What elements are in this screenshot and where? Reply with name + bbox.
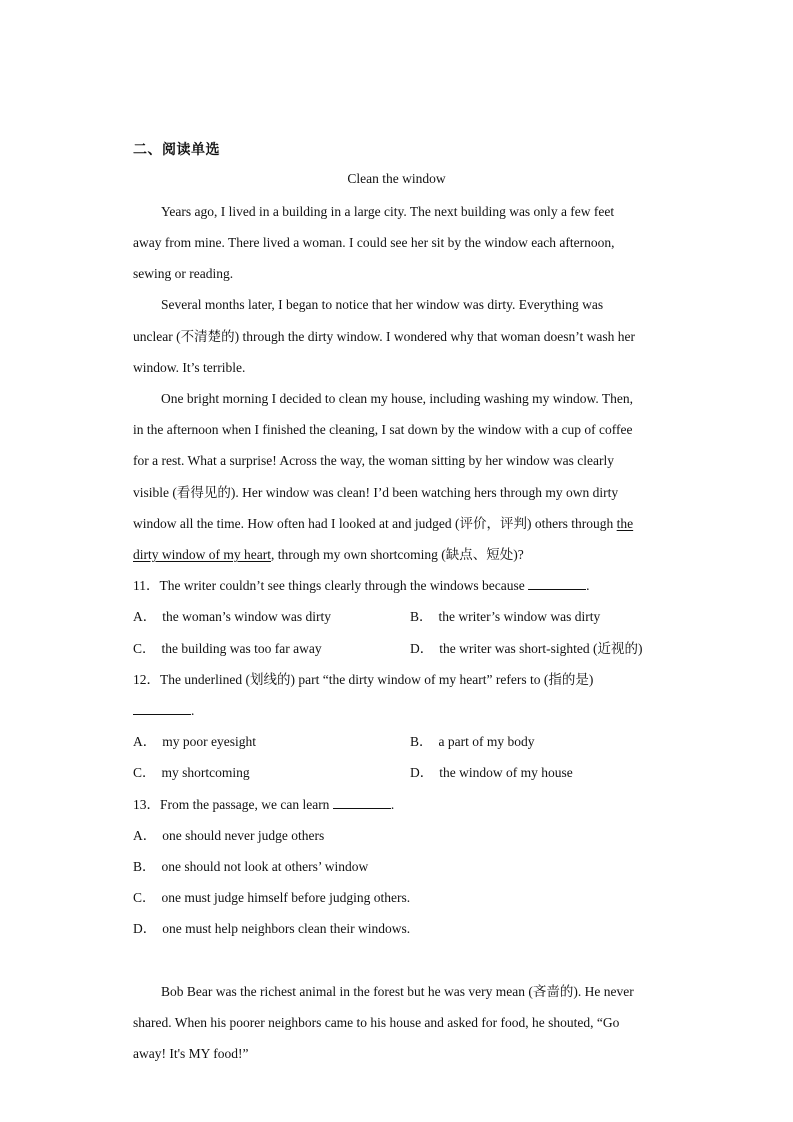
passage-line: visible (看得见的). Her window was clean! I’d been watching hers through my own dirty — [133, 485, 619, 500]
question-11-option-c: C． the building was too far away — [133, 641, 322, 656]
passage-line: away from mine. There lived a woman. I could see her sit by the window each afternoon, — [133, 235, 615, 250]
passage-line: in the afternoon when I finished the cleaning, I sat down by the window with a cup of coffee — [133, 422, 633, 437]
passage-text: window all the time. How often had I looked at and judged (评价，评判) others through — [133, 516, 617, 531]
question-12-blank-line: . — [133, 702, 194, 720]
question-13-option-d: D． one must help neighbors clean their windows. — [133, 921, 411, 936]
question-12-option-a: A． my poor eyesight — [133, 734, 256, 749]
passage-title: Clean the window — [347, 171, 446, 186]
passage-line — [133, 515, 633, 533]
question-13-option-b: B． one should not look at others’ window — [133, 859, 369, 874]
passage-line: unclear (不清楚的) through the dirty window. I wondered why that woman doesn’t wash her — [133, 329, 636, 344]
question-12-option-d: D． the window of my house — [410, 765, 573, 780]
question-13-option-a: A． one should never judge others — [133, 828, 325, 843]
passage-line: for a rest. What a surprise! Across the way, the woman sitting by her window was clearly — [133, 453, 614, 468]
answer-blank — [528, 577, 586, 590]
passage-line: Years ago, I lived in a building in a large city. The next building was only a few feet — [161, 204, 615, 219]
question-11-option-b: B． the writer’s window was dirty — [410, 609, 601, 624]
question-11-stem: 11．The writer couldn’t see things clearly through the windows because . — [133, 578, 590, 593]
passage-line — [133, 546, 524, 564]
question-13-stem: 13．From the passage, we can learn . — [133, 797, 395, 812]
question-11-option-a: A． the woman’s window was dirty — [133, 609, 331, 624]
section-heading: 二、阅读单选 — [133, 142, 220, 158]
passage-2-line: away! It's MY food!” — [133, 1046, 249, 1061]
passage-line: window. It’s terrible. — [133, 360, 246, 375]
answer-blank — [133, 702, 191, 715]
passage-2-line: Bob Bear was the richest animal in the forest but he was very mean (吝啬的). He never — [161, 984, 634, 999]
question-12-stem: 12．The underlined (划线的) part “the dirty window of my heart” refers to (指的是) — [133, 672, 594, 687]
underlined-phrase: dirty window of my heart — [133, 547, 271, 562]
passage-line: One bright morning I decided to clean my house, including washing my window. Then, — [161, 391, 634, 406]
question-11-option-d: D． the writer was short-sighted (近视的) — [410, 641, 643, 656]
passage-2-line: shared. When his poorer neighbors came to his house and asked for food, he shouted, “Go — [133, 1015, 620, 1030]
question-12-option-b: B． a part of my body — [410, 734, 535, 749]
passage-text: , — [270, 547, 278, 562]
passage-text: through my own shortcoming (缺点、短处)? — [277, 547, 524, 562]
question-13-option-c: C． one must judge himself before judging others. — [133, 890, 411, 905]
question-12-option-c: C． my shortcoming — [133, 765, 250, 780]
passage-line: sewing or reading. — [133, 266, 234, 281]
underlined-phrase-start: the — [616, 516, 634, 531]
answer-blank — [333, 796, 391, 809]
passage-line: Several months later, I began to notice that her window was dirty. Everything was — [161, 297, 604, 312]
